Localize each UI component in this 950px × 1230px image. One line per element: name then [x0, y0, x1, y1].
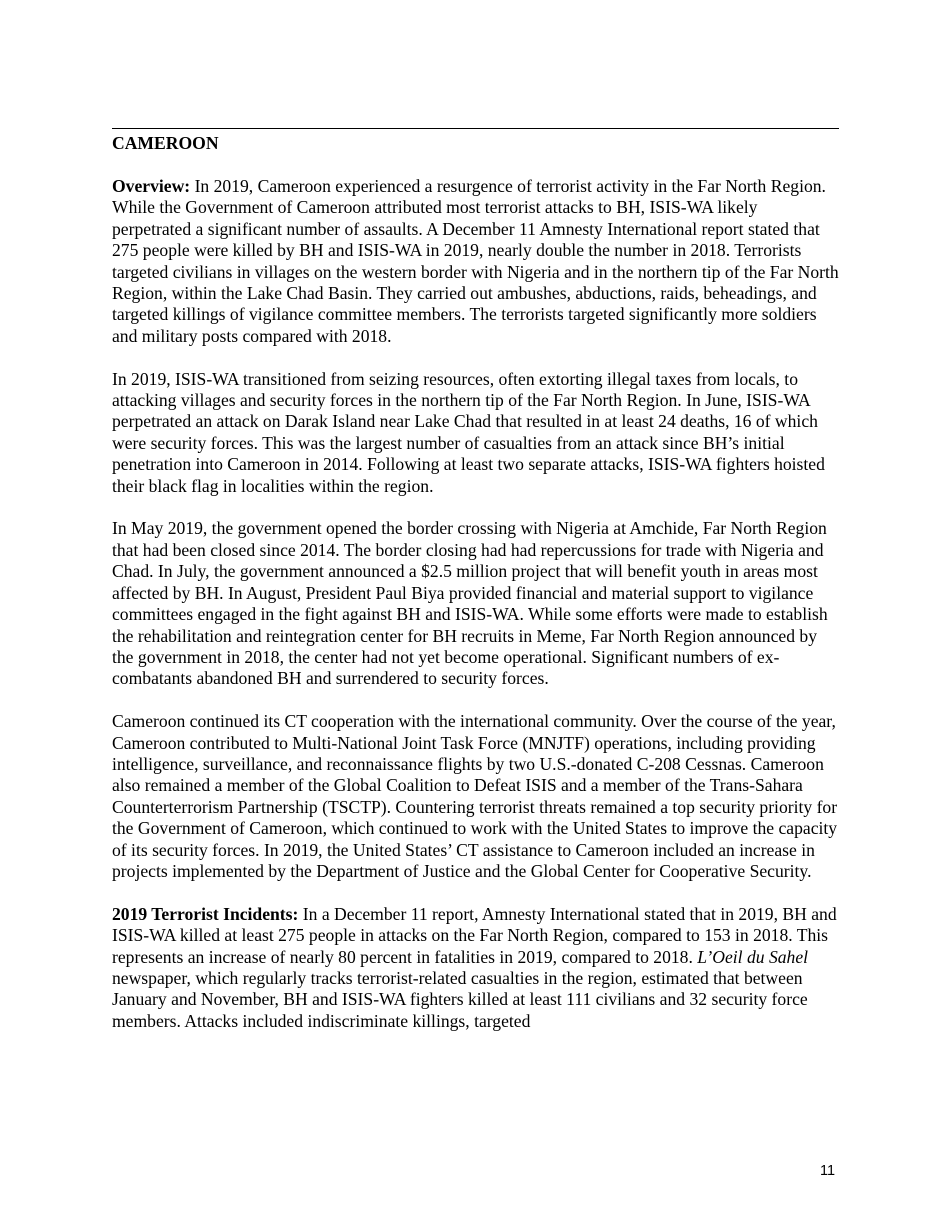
overview-paragraph	[112, 176, 839, 347]
incidents-lead: 2019 Terrorist Incidents:	[112, 903, 299, 924]
ct-cooperation-paragraph: Cameroon continued its CT cooperation with the international community. Over the course of the year, Cameroon contributed to Multi-National Joint Task Force (MNJTF) operations, including providing intelligence, surveillance, and reconnaissance flights by two U.S.-donated C-208 Cessnas. Cameroon also remained a member of the Global Coalition to Defeat ISIS and a member of the Trans-Sahara Counterterrorism Partnership (TSCTP). Countering terrorist threats remained a top security priority for the Government of Cameroon, which continued to work with the United States to improve the capacity of its security forces. In 2019, the United States’ CT assistance to Cameroon included an increase in projects implemented by the Department of Justice and the Global Center for Cooperative Security.	[112, 711, 838, 881]
section-heading: CAMEROON	[112, 133, 219, 153]
overview-text: In 2019, Cameroon experienced a resurgence of terrorist activity in the Far North Region. While the Government of Cameroon attributed most terrorist attacks to BH, ISIS-WA likely perpetrated a significant number of assaults. A December 11 Amnesty International report stated that 275 people were killed by BH and ISIS-WA in 2019, nearly double the number in 2018. Terrorists targeted civilians in villages on the western border with Nigeria and in the northern tip of the Far North Region, within the Lake Chad Basin. They carried out ambushes, abductions, raids, beheadings, and targeted killings of vigilance committee members. The terrorists targeted significantly more soldiers and military posts compared with 2018.	[112, 176, 839, 346]
incidents-text-after: newspaper, which regularly tracks terrorist-related casualties in the region, estimated that between January and November, BH and ISIS-WA fighters killed at least 111 civilians and 32 security force members. Attacks included indiscriminate killings, targeted	[112, 967, 808, 1031]
overview-lead: Overview:	[112, 176, 191, 196]
incidents-paragraph	[112, 904, 839, 1032]
newspaper-title: L’Oeil du Sahel	[697, 946, 809, 967]
incidents-text-before: In a December 11 report, Amnesty International stated that in 2019, BH and ISIS-WA killed at least 275 people in attacks on the Far North Region, compared to 153 in 2018. This represents an increase of nearly 80 percent in fatalities in 2019, compared to 2018.	[112, 903, 837, 967]
header-rule	[112, 128, 839, 129]
document-body	[112, 176, 839, 1054]
isis-wa-paragraph: In 2019, ISIS-WA transitioned from seizing resources, often extorting illegal taxes from locals, to attacking villages and security forces in the northern tip of the Far North Region. In June, ISIS-WA perpetrated an attack on Darak Island near Lake Chad that resulted in at least 24 deaths, 16 of which were security forces. This was the largest number of casualties from an attack since BH’s initial penetration into Cameroon in 2014. Following at least two separate attacks, ISIS-WA fighters hoisted their black flag in localities within the region.	[112, 368, 825, 496]
page-number: 11	[820, 1163, 836, 1179]
border-crossing-paragraph: In May 2019, the government opened the border crossing with Nigeria at Amchide, Far North Region that had been closed since 2014. The border closing had had repercussions for trade with Nigeria and Chad. In July, the government announced a $2.5 million project that will benefit youth in areas most affected by BH. In August, President Paul Biya provided financial and material support to vigilance committees engaged in the fight against BH and ISIS-WA. While some efforts were made to establish the rehabilitation and reintegration center for BH recruits in Meme, Far North Region announced by the government in 2018, the center had not yet become operational. Significant numbers of ex-combatants abandoned BH and surrendered to security forces.	[112, 518, 828, 689]
